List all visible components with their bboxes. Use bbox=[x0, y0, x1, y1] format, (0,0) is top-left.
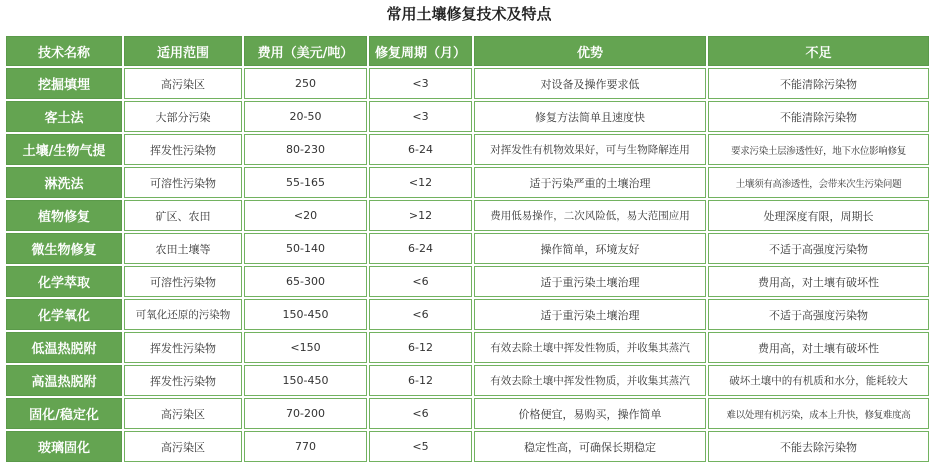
row-tech-name: 化学萃取 bbox=[6, 266, 122, 297]
row-period: <6 bbox=[369, 299, 472, 330]
header-row bbox=[6, 36, 929, 66]
table-row bbox=[6, 365, 929, 396]
row-period: <12 bbox=[369, 167, 472, 198]
row-cost: 65-300 bbox=[244, 266, 367, 297]
row-tech-name: 固化/稳定化 bbox=[6, 398, 122, 429]
table-row bbox=[6, 200, 929, 231]
col-header-period: 修复周期（月） bbox=[369, 36, 472, 66]
row-scope: 矿区、农田 bbox=[124, 200, 242, 231]
row-cost: 70-200 bbox=[244, 398, 367, 429]
row-advantage: 价格便宜，易购买，操作简单 bbox=[474, 398, 706, 429]
row-shortcoming: 不能去除污染物 bbox=[708, 431, 929, 462]
table-row bbox=[6, 167, 929, 198]
table-row bbox=[6, 431, 929, 462]
row-scope: 可氧化还原的污染物 bbox=[124, 299, 242, 330]
row-period: 6-24 bbox=[369, 134, 472, 165]
soil-remediation-table bbox=[4, 34, 931, 464]
row-shortcoming: 处理深度有限，周期长 bbox=[708, 200, 929, 231]
row-tech-name: 高温热脱附 bbox=[6, 365, 122, 396]
row-shortcoming: 难以处理有机污染，成本上升快，修复难度高 bbox=[708, 398, 929, 429]
row-tech-name: 植物修复 bbox=[6, 200, 122, 231]
row-cost: <150 bbox=[244, 332, 367, 363]
row-cost: 20-50 bbox=[244, 101, 367, 132]
row-shortcoming: 不适于高强度污染物 bbox=[708, 233, 929, 264]
row-tech-name: 微生物修复 bbox=[6, 233, 122, 264]
row-cost: 150-450 bbox=[244, 299, 367, 330]
row-cost: 250 bbox=[244, 68, 367, 99]
row-scope: 农田土壤等 bbox=[124, 233, 242, 264]
table-row bbox=[6, 299, 929, 330]
row-shortcoming: 不能清除污染物 bbox=[708, 101, 929, 132]
row-tech-name: 土壤/生物气提 bbox=[6, 134, 122, 165]
row-scope: 挥发性污染物 bbox=[124, 365, 242, 396]
row-period: <5 bbox=[369, 431, 472, 462]
row-advantage: 修复方法简单且速度快 bbox=[474, 101, 706, 132]
row-scope: 大部分污染 bbox=[124, 101, 242, 132]
row-advantage: 适于重污染土壤治理 bbox=[474, 266, 706, 297]
row-period: 6-12 bbox=[369, 332, 472, 363]
col-header-scope: 适用范围 bbox=[124, 36, 242, 66]
row-period: <3 bbox=[369, 101, 472, 132]
row-scope: 高污染区 bbox=[124, 398, 242, 429]
row-scope: 高污染区 bbox=[124, 68, 242, 99]
row-shortcoming: 要求污染土层渗透性好，地下水位影响修复 bbox=[708, 134, 929, 165]
row-tech-name: 客土法 bbox=[6, 101, 122, 132]
row-scope: 可溶性污染物 bbox=[124, 266, 242, 297]
row-shortcoming: 破坏土壤中的有机质和水分，能耗较大 bbox=[708, 365, 929, 396]
col-header-cost: 费用（美元/吨） bbox=[244, 36, 367, 66]
row-cost: 150-450 bbox=[244, 365, 367, 396]
row-scope: 高污染区 bbox=[124, 431, 242, 462]
row-shortcoming: 费用高，对土壤有破坏性 bbox=[708, 332, 929, 363]
row-shortcoming: 不能清除污染物 bbox=[708, 68, 929, 99]
row-period: <3 bbox=[369, 68, 472, 99]
row-period: 6-12 bbox=[369, 365, 472, 396]
row-advantage: 操作简单，环境友好 bbox=[474, 233, 706, 264]
row-cost: 80-230 bbox=[244, 134, 367, 165]
row-tech-name: 挖掘填埋 bbox=[6, 68, 122, 99]
row-tech-name: 玻璃固化 bbox=[6, 431, 122, 462]
table-row bbox=[6, 233, 929, 264]
row-cost: <20 bbox=[244, 200, 367, 231]
col-header-tech-name: 技术名称 bbox=[6, 36, 122, 66]
row-period: <6 bbox=[369, 398, 472, 429]
row-period: <6 bbox=[369, 266, 472, 297]
row-advantage: 稳定性高，可确保长期稳定 bbox=[474, 431, 706, 462]
page-title: 常用土壤修复技术及特点 bbox=[386, 5, 552, 23]
row-cost: 770 bbox=[244, 431, 367, 462]
row-advantage: 有效去除土壤中挥发性物质，并收集其蒸汽 bbox=[474, 332, 706, 363]
row-period: >12 bbox=[369, 200, 472, 231]
table-row bbox=[6, 398, 929, 429]
row-advantage: 适于污染严重的土壤治理 bbox=[474, 167, 706, 198]
row-period: 6-24 bbox=[369, 233, 472, 264]
col-header-advantage: 优势 bbox=[474, 36, 706, 66]
row-cost: 55-165 bbox=[244, 167, 367, 198]
row-advantage: 有效去除土壤中挥发性物质，并收集其蒸汽 bbox=[474, 365, 706, 396]
row-tech-name: 淋洗法 bbox=[6, 167, 122, 198]
row-scope: 挥发性污染物 bbox=[124, 332, 242, 363]
table-row bbox=[6, 68, 929, 99]
row-advantage: 对挥发性有机物效果好，可与生物降解连用 bbox=[474, 134, 706, 165]
col-header-shortcoming: 不足 bbox=[708, 36, 929, 66]
row-advantage: 费用低易操作，二次风险低，易大范围应用 bbox=[474, 200, 706, 231]
row-advantage: 对设备及操作要求低 bbox=[474, 68, 706, 99]
table-row bbox=[6, 266, 929, 297]
table-row bbox=[6, 134, 929, 165]
row-tech-name: 低温热脱附 bbox=[6, 332, 122, 363]
table-row bbox=[6, 332, 929, 363]
row-shortcoming: 不适于高强度污染物 bbox=[708, 299, 929, 330]
table-row bbox=[6, 101, 929, 132]
row-shortcoming: 土壤须有高渗透性，会带来次生污染问题 bbox=[708, 167, 929, 198]
row-tech-name: 化学氧化 bbox=[6, 299, 122, 330]
row-scope: 可溶性污染物 bbox=[124, 167, 242, 198]
row-advantage: 适于重污染土壤治理 bbox=[474, 299, 706, 330]
row-cost: 50-140 bbox=[244, 233, 367, 264]
row-scope: 挥发性污染物 bbox=[124, 134, 242, 165]
row-shortcoming: 费用高，对土壤有破坏性 bbox=[708, 266, 929, 297]
